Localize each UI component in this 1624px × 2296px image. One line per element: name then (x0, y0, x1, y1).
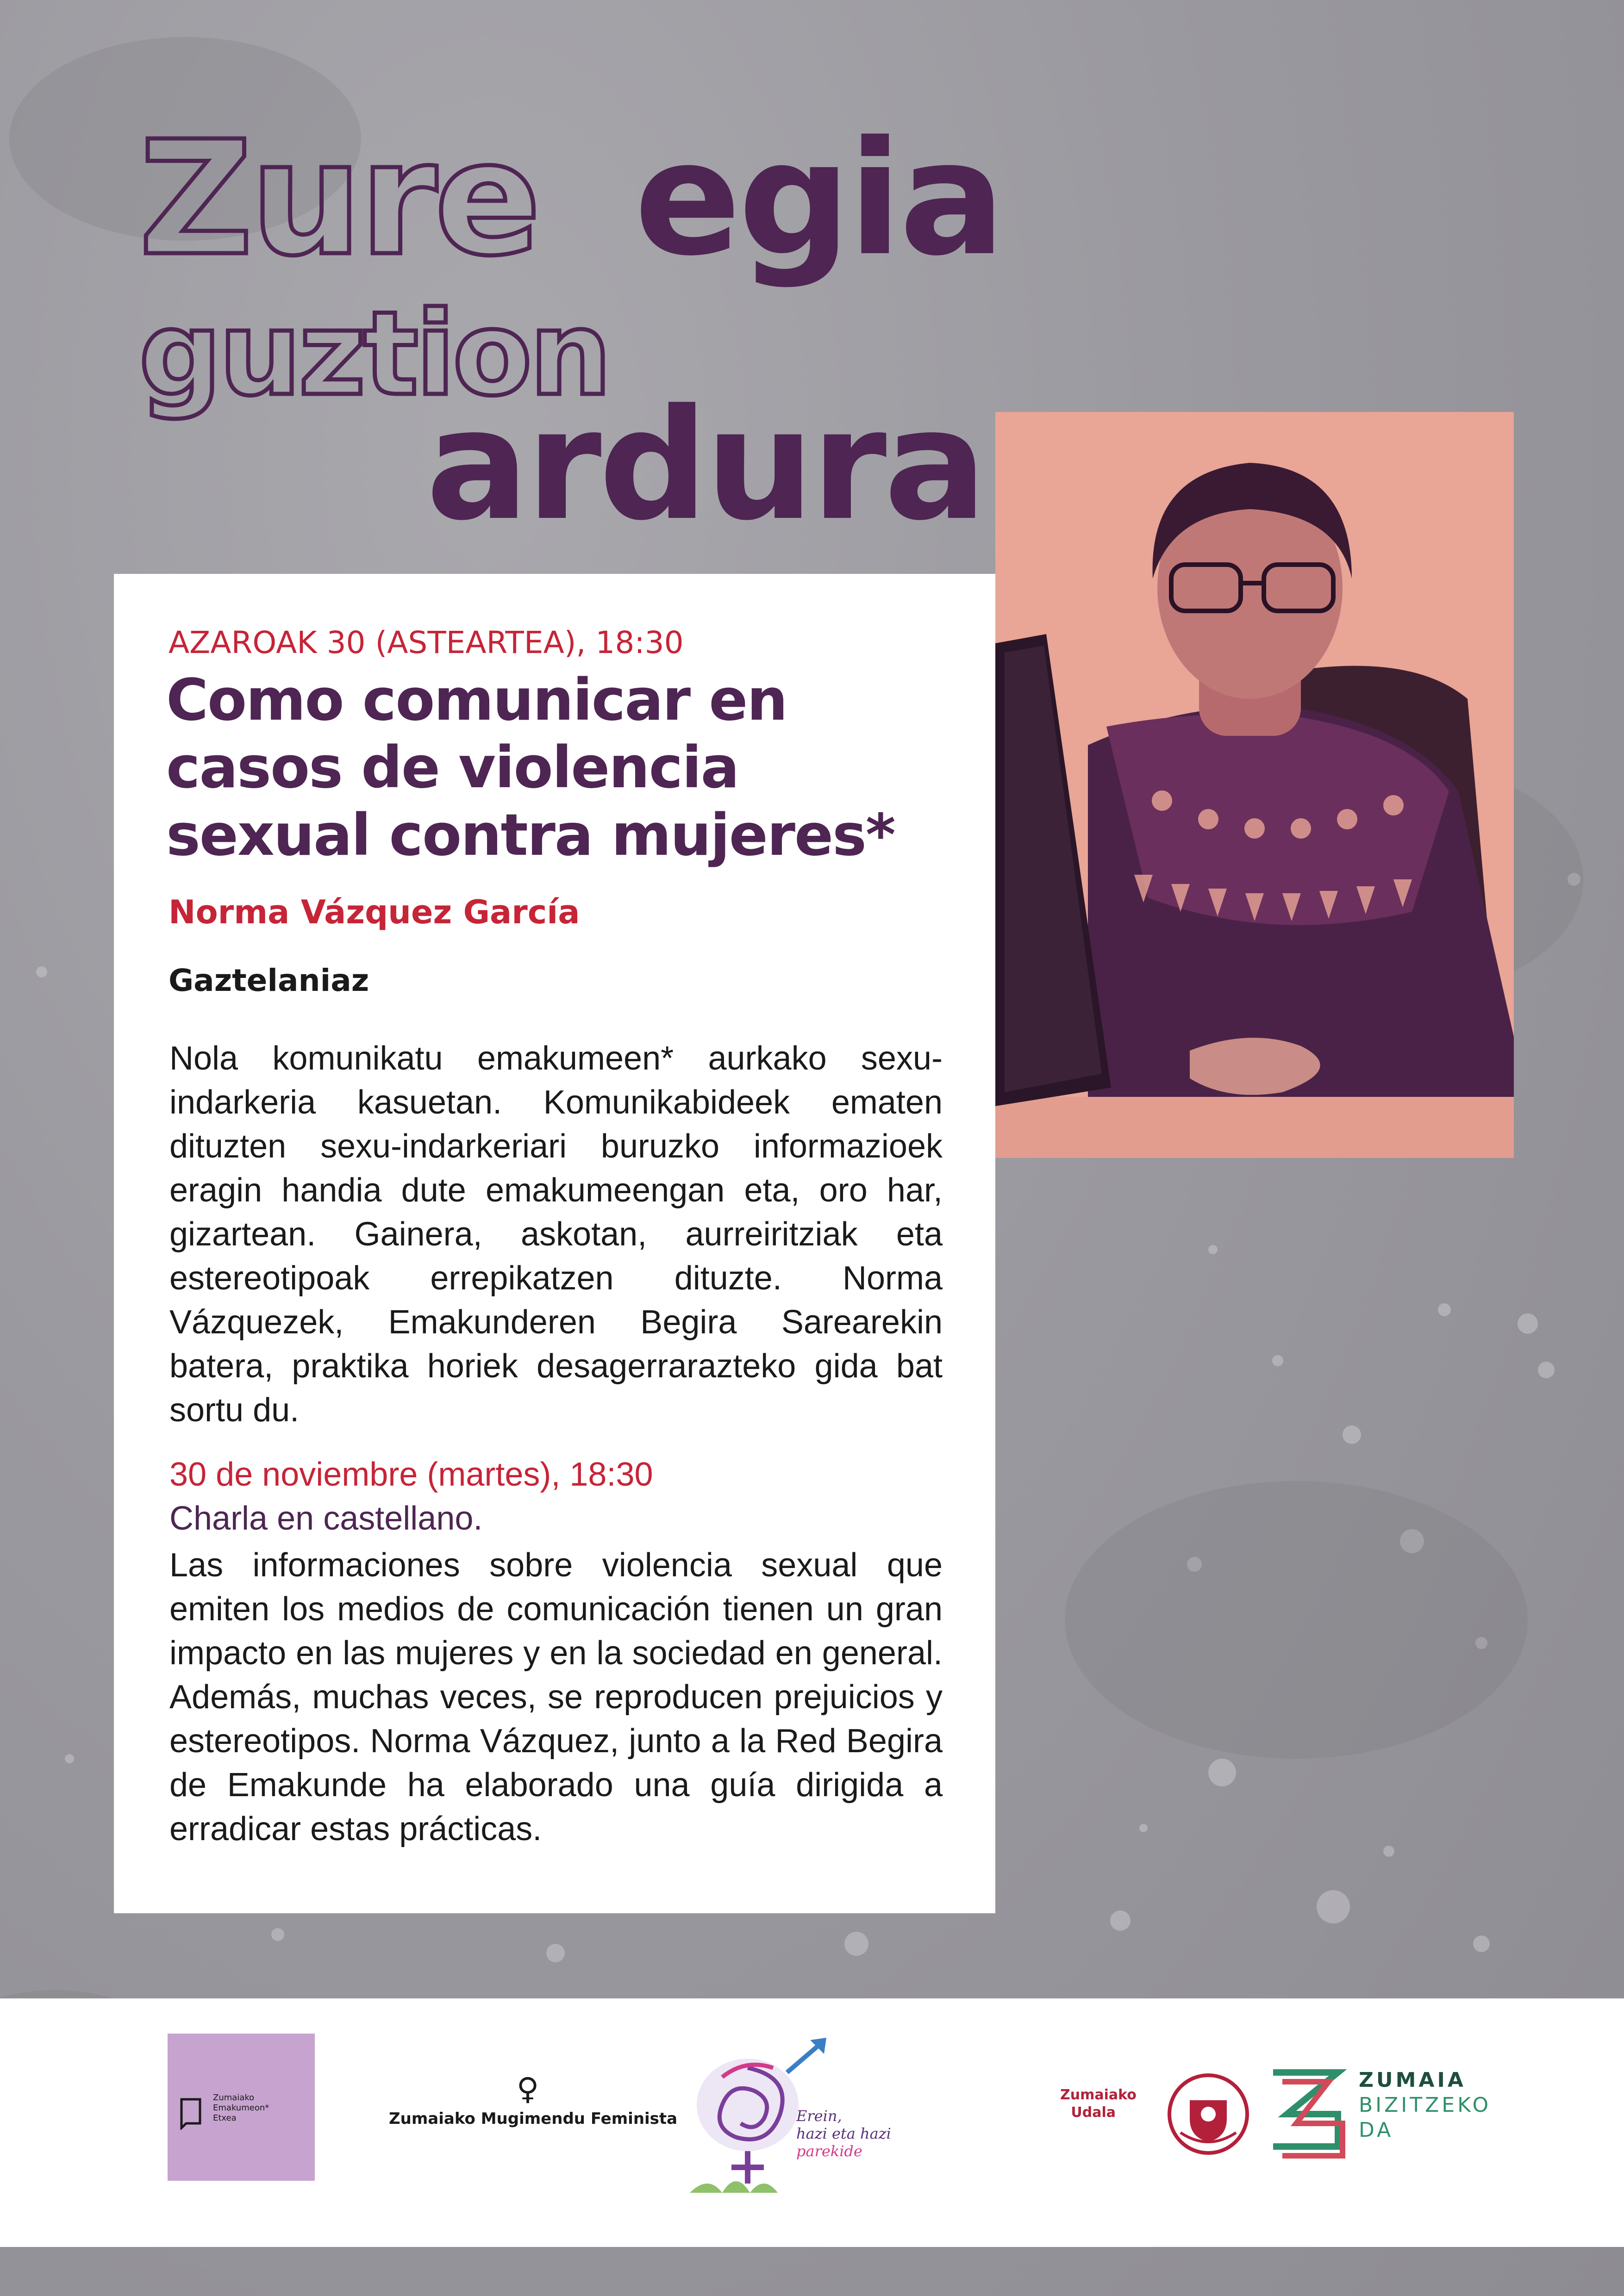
speaker-portrait-illustration (995, 412, 1514, 1158)
mugimendu-feminista-logo (389, 2071, 678, 2156)
zumaia-logo-text (1359, 2068, 1491, 2143)
emakumeon-logo-line-1: Zumaiako (213, 2093, 255, 2103)
speaker-name: Norma Vázquez García (169, 893, 580, 931)
description-es: Las informaciones sobre violencia sexual que emiten los medios de comunicación tienen un gran impacto en las mujeres y en la sociedad en general. Además, muchas veces, se reproducen prejuicios y estereotipos. Norma Vázquez, junto a la Red Begira de Emakunde ha elaborado una guía dirigida a erradicar estas prácticas. (169, 1547, 943, 1848)
zumaia-logo-line-3: DA (1359, 2118, 1394, 2142)
language-label: Gaztelaniaz (169, 963, 369, 998)
erein-logo-line-2: hazi eta hazi (796, 2125, 891, 2142)
headline-word-ardura: ardura (426, 376, 985, 554)
erein-logo-line-3: parekide (796, 2142, 862, 2160)
event-title-line-3: sexual contra mujeres* (166, 802, 895, 869)
udala-coat-of-arms-icon (1167, 2072, 1250, 2156)
female-symbol-icon: ♀ (516, 2071, 539, 2107)
emakumeon-logo-line-2: Emakumeon* (213, 2103, 269, 2113)
event-info-card (114, 574, 995, 1913)
erein-hazi-logo (671, 2026, 917, 2202)
headline-word-zure: Zure (139, 107, 538, 291)
zumaia-logo-line-2: BIZITZEKO (1359, 2093, 1492, 2117)
udala-logo-text (1060, 2086, 1137, 2122)
zumaia-z-logo-icon (1268, 2063, 1347, 2160)
talk-language-es: Charla en castellano. (169, 1500, 483, 1537)
sponsor-footer (0, 1998, 1624, 2247)
zumaia-logo-line-1: ZUMAIA (1359, 2068, 1466, 2092)
headline-word-guztion: guztion (139, 286, 609, 421)
headline-word-egia: egia (634, 107, 1003, 291)
emakumeon-etxea-logo (168, 2034, 315, 2181)
erein-logo-line-1: Erein, (796, 2107, 842, 2125)
mugimendu-logo-text: Zumaiako Mugimendu Feminista (389, 2109, 678, 2128)
speaker-photo (995, 412, 1514, 1158)
speech-bubble-icon (180, 2097, 207, 2130)
event-date-es: 30 de noviembre (martes), 18:30 (169, 1456, 653, 1493)
event-title-line-1: Como comunicar en (166, 667, 787, 734)
description-eu: Nola komunikatu emakumeen* aurkako sexu-indarkeria kasuetan. Komunikabideek ematen dituzten sexu-indarkeriari buruzko informazioek eragin handia dute emakumeengan eta, oro har, gizartean. Gainera, askotan, aurreiritziak eta estereotipoak errepikatzen dituzte. Norma Vázquezek, Emakunderen Begira Sarearekin batera, praktika horiek desagerrarazteko gida bat sortu du. (169, 1040, 943, 1429)
emakumeon-logo-line-3: Etxea (213, 2113, 237, 2123)
udala-logo-line-2: Udala (1071, 2104, 1116, 2121)
event-title-line-2: casos de violencia (166, 734, 739, 801)
udala-logo-line-1: Zumaiako (1060, 2087, 1137, 2103)
event-date-eu: AZAROAK 30 (ASTEARTEA), 18:30 (169, 625, 684, 660)
event-title (166, 666, 981, 869)
